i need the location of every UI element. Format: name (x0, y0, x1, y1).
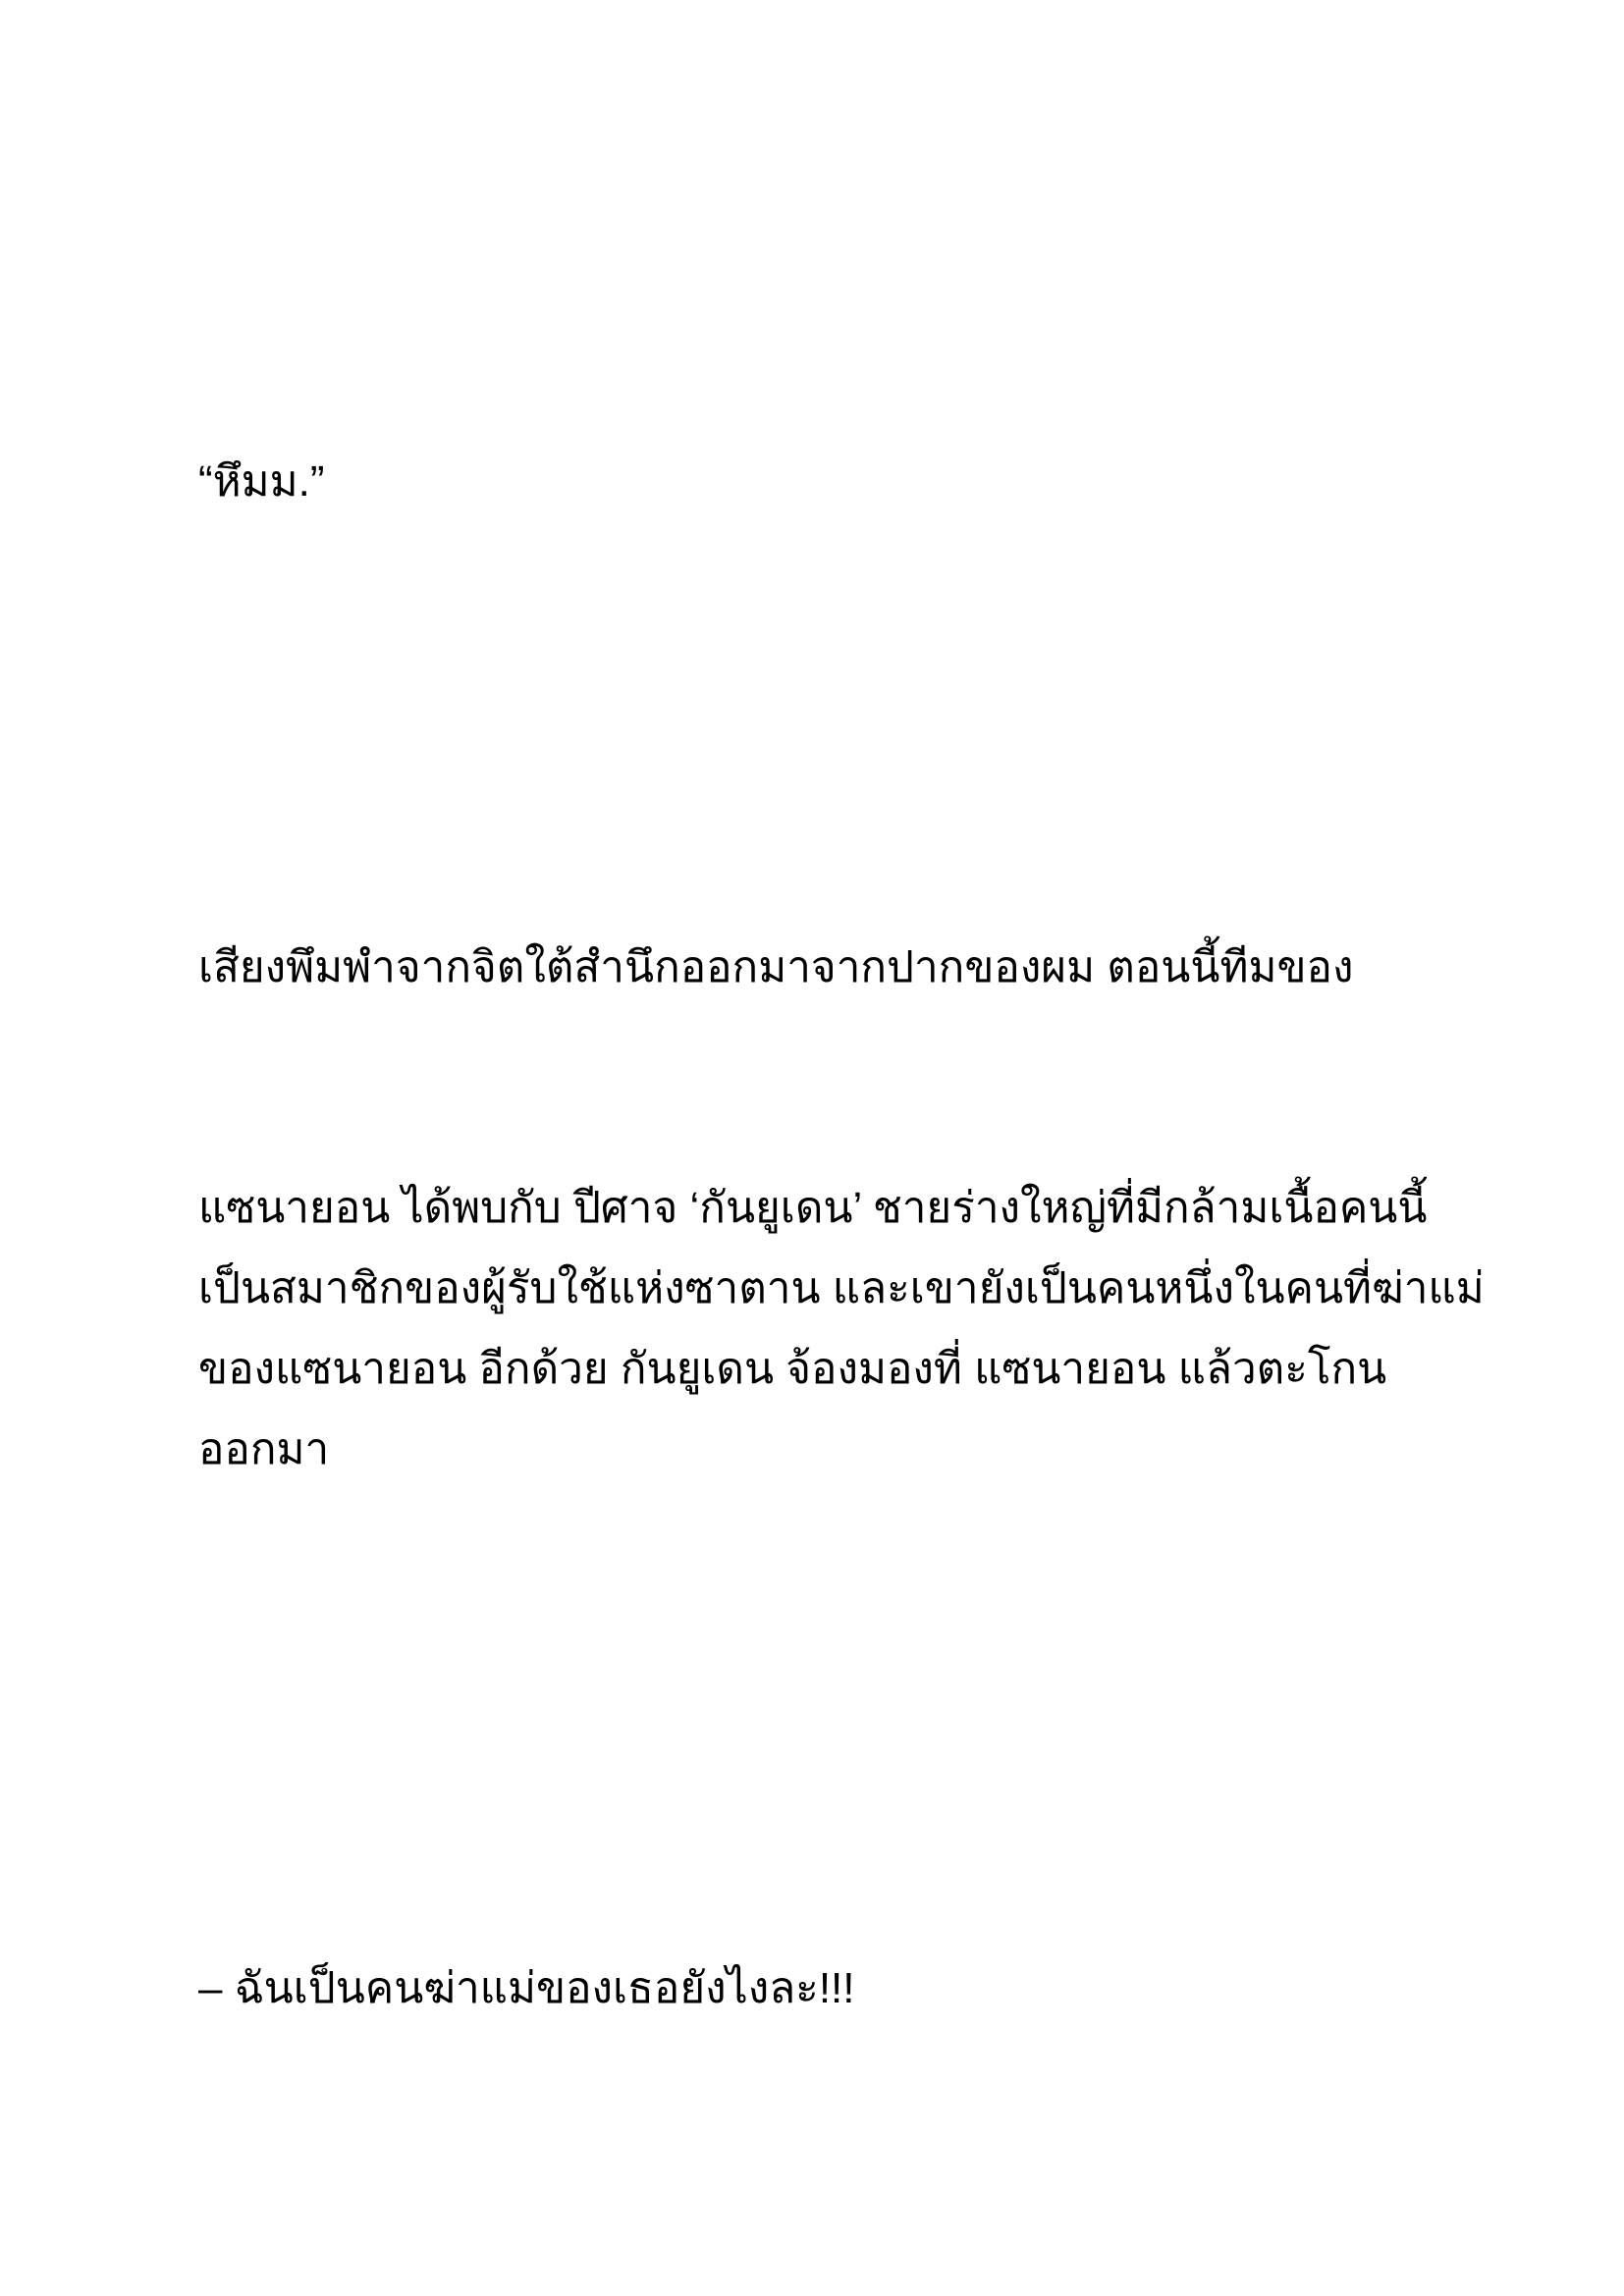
text-line: – ฉันเป็นคนฆ่าแม่ของเธอยังไงละ!!! (198, 1964, 855, 2012)
paragraph-encounter (198, 1168, 1485, 1490)
text-line: “หึมม.” (198, 457, 325, 506)
text-line: ของแซนายอน อีกด้วย กันยูเดน จ้องมองที่ แซนายอน แล้วตะโกน (198, 1345, 1387, 1393)
text-line: ออกมา (198, 1425, 330, 1473)
text-line: แซนายอน ได้พบกับ ปีศาจ ‘กันยูเดน’ ชายร่างใหญ่ที่มีกล้ามเนื้อคนนี้ (198, 1184, 1428, 1232)
text-line: เสียงพึมพำจากจิตใต้สำนึกออกมาจากปากของผม ตอนนี้ทีมของ (198, 943, 1354, 991)
paragraph-dialogue (198, 1949, 855, 2029)
paragraph-exclamation (198, 442, 325, 522)
paragraph-narration (198, 928, 1353, 1008)
text-line: เป็นสมาชิกของผู้รับใช้แห่งซาตาน และเขายังเป็นคนหนึ่งในคนที่ฆ่าแม่ (198, 1264, 1485, 1312)
